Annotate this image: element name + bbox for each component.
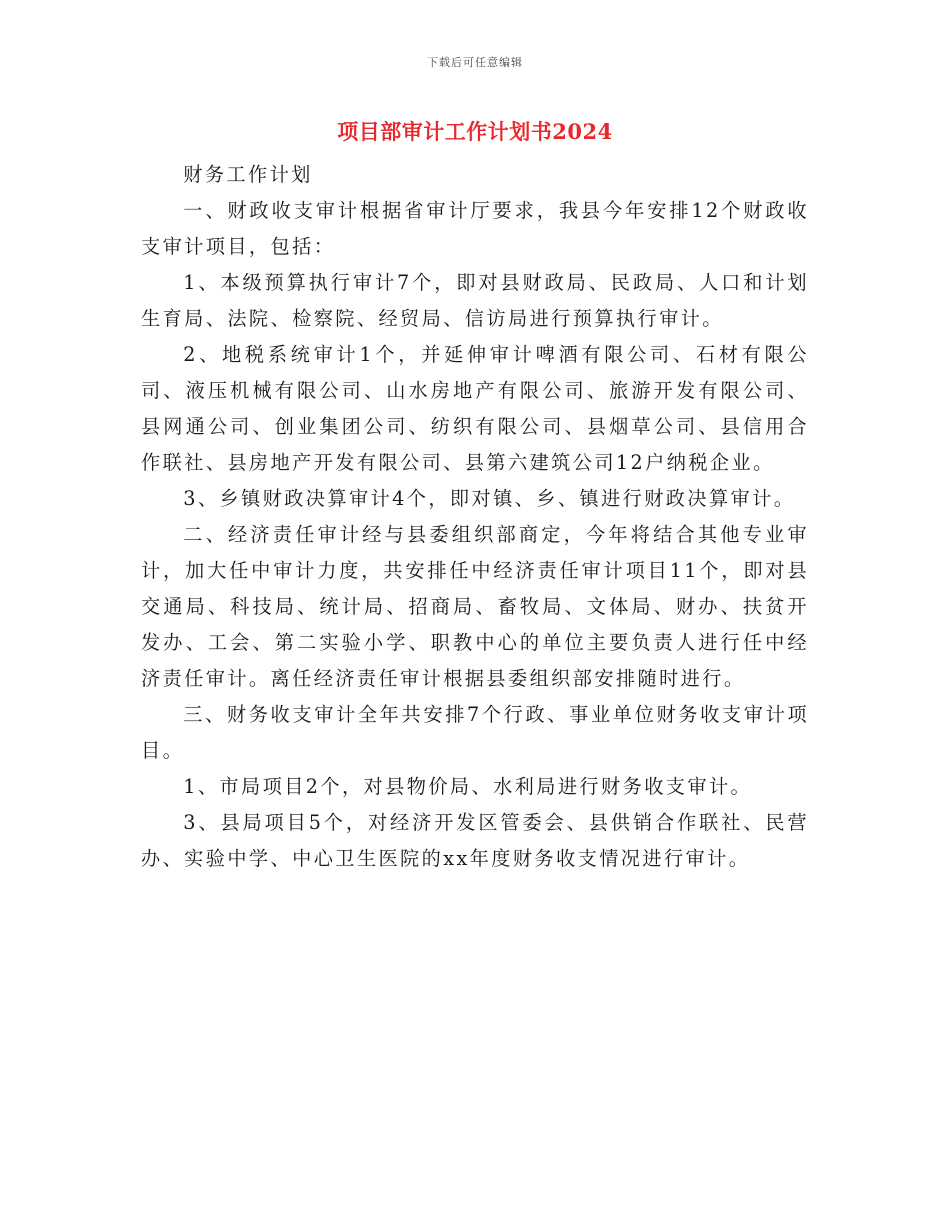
page-header: 下载后可任意编辑	[427, 56, 523, 69]
paragraph-fiscal-audit: 一、财政收支审计根据省审计厅要求，我县今年安排12个财政收支审计项目，包括：	[141, 199, 809, 258]
document-title: 项目部审计工作计划书2024	[337, 119, 613, 144]
paragraph-township-audit: 3、乡镇财政决算审计4个，即对镇、乡、镇进行财政决算审计。	[183, 487, 796, 510]
paragraph-section-heading: 财务工作计划	[183, 163, 313, 186]
paragraph-tax-audit: 2、地税系统审计1个，并延伸审计啤酒有限公司、石材有限公司、液压机械有限公司、山水房地产有限公司、旅游开发有限公司、县网通公司、创业集团公司、纺织有限公司、县烟草公司、县信用合作联社、县房地产开发有限公司、县第六建筑公司12户纳税企业。	[141, 343, 809, 474]
paragraph-county-projects: 3、县局项目5个，对经济开发区管委会、县供销合作联社、民营办、实验中学、中心卫生医院的xx年度财务收支情况进行审计。	[141, 811, 809, 870]
document-body	[141, 157, 809, 877]
paragraph-budget-audit: 1、本级预算执行审计7个，即对县财政局、民政局、人口和计划生育局、法院、检察院、经贸局、信访局进行预算执行审计。	[141, 271, 809, 330]
paragraph-city-projects: 1、市局项目2个，对县物价局、水利局进行财务收支审计。	[183, 775, 753, 798]
paragraph-financial-audit: 三、财务收支审计全年共安排7个行政、事业单位财务收支审计项目。	[141, 703, 809, 762]
paragraph-economic-responsibility-audit: 二、经济责任审计经与县委组织部商定，今年将结合其他专业审计，加大任中审计力度，共安排任中经济责任审计项目11个，即对县交通局、科技局、统计局、招商局、畜牧局、文体局、财办、扶贫开发办、工会、第二实验小学、职教中心的单位主要负责人进行任中经济责任审计。离任经济责任审计根据县委组织部安排随时进行。	[141, 523, 809, 690]
